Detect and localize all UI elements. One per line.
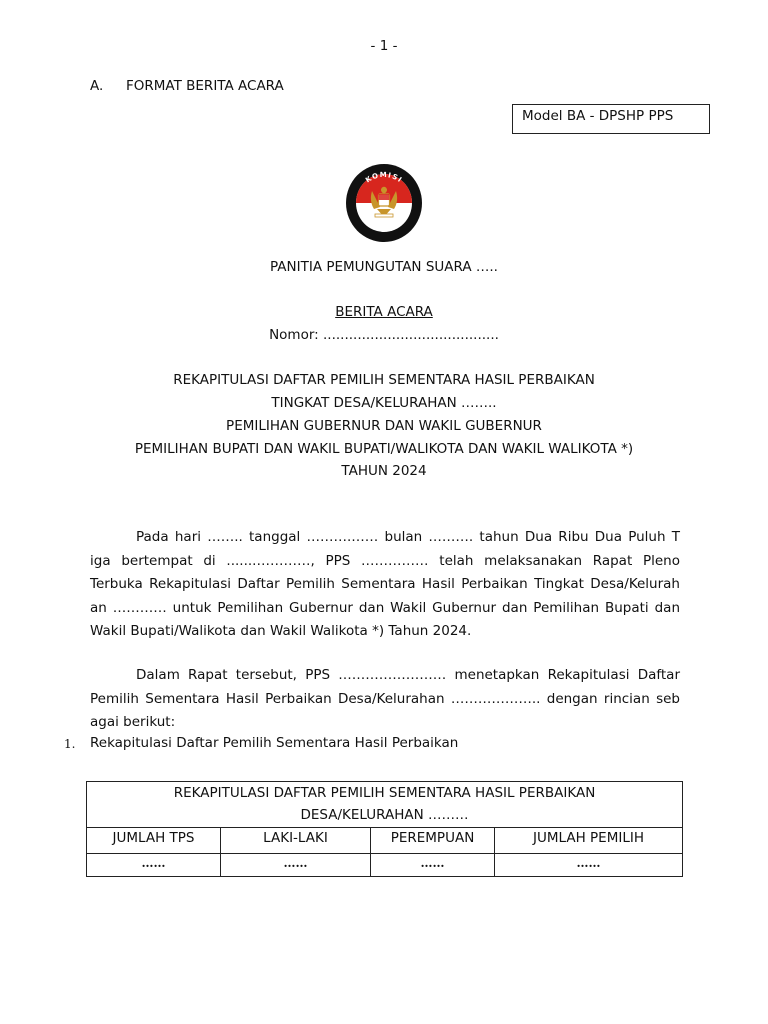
table-row bbox=[87, 854, 683, 877]
subject-line: PEMILIHAN GUBERNUR DAN WAKIL GUBERNUR bbox=[226, 418, 542, 434]
table-title-line: DESA/KELURAHAN ……… bbox=[300, 807, 469, 823]
table-header-cell: JUMLAH TPS bbox=[87, 828, 221, 854]
page-number: - 1 - bbox=[370, 38, 398, 54]
paragraph-line: Terbuka Rekapitulasi Daftar Pemilih Sementara Hasil Perbaikan Tingkat Desa/Kelurah bbox=[90, 576, 680, 592]
section-heading bbox=[90, 78, 284, 94]
list-item-text: Rekapitulasi Daftar Pemilih Sementara Hasil Perbaikan bbox=[90, 735, 459, 751]
section-title: FORMAT BERITA ACARA bbox=[126, 78, 284, 94]
recap-table bbox=[86, 781, 683, 877]
paragraph-line: Pemilih Sementara Hasil Perbaikan Desa/Kelurahan ……………….. dengan rincian seb bbox=[90, 690, 680, 707]
opening-paragraph bbox=[90, 526, 680, 644]
table-header-cell: JUMLAH PEMILIH bbox=[495, 828, 683, 854]
subject-line: TAHUN 2024 bbox=[341, 463, 427, 479]
paragraph-line: agai berikut: bbox=[90, 714, 176, 730]
paragraph-line: iga bertempat di .......…………, PPS …………… telah melaksanakan Rapat Pleno bbox=[90, 552, 680, 569]
committee-heading: PANITIA PEMUNGUTAN SUARA ….. bbox=[270, 259, 498, 275]
table-cell[interactable]: …… bbox=[371, 854, 495, 877]
subject-line: PEMILIHAN BUPATI DAN WAKIL BUPATI/WALIKOTA DAN WAKIL WALIKOTA *) bbox=[134, 441, 634, 457]
document-title-text: BERITA ACARA bbox=[335, 304, 433, 320]
logo-top-text: KOMISI bbox=[364, 170, 404, 185]
kpu-garuda-logo bbox=[344, 163, 424, 243]
table-header-cell: PEREMPUAN bbox=[371, 828, 495, 854]
section-letter: A. bbox=[90, 78, 104, 94]
list-item-number: 1. bbox=[64, 737, 76, 751]
table-cell[interactable]: …… bbox=[87, 854, 221, 877]
model-label-box: Model BA - DPSHP PPS bbox=[512, 104, 710, 134]
paragraph-line: Wakil Bupati/Walikota dan Wakil Walikota *) Tahun 2024. bbox=[90, 623, 472, 639]
meeting-paragraph bbox=[90, 664, 680, 735]
table-header-cell: LAKI-LAKI bbox=[221, 828, 371, 854]
document-title bbox=[0, 304, 768, 320]
paragraph-line: an ………… untuk Pemilihan Gubernur dan Wakil Gubernur dan Pemilihan Bupati dan bbox=[90, 599, 680, 616]
document-number: Nomor: ......................................... bbox=[269, 327, 499, 343]
table-title-line: REKAPITULASI DAFTAR PEMILIH SEMENTARA HASIL PERBAIKAN bbox=[173, 785, 596, 801]
kpu-logo-svg bbox=[344, 163, 424, 243]
subject-line: TINGKAT DESA/KELURAHAN …….. bbox=[271, 395, 497, 411]
subject-line: REKAPITULASI DAFTAR PEMILIH SEMENTARA HASIL PERBAIKAN bbox=[173, 372, 595, 388]
paragraph-line: Dalam Rapat tersebut, PPS …………………… menetapkan Rekapitulasi Daftar bbox=[136, 667, 680, 683]
table-cell[interactable]: …… bbox=[495, 854, 683, 877]
table-cell[interactable]: …… bbox=[221, 854, 371, 877]
paragraph-line: Pada hari …….. tanggal ……….…… bulan ………. tahun Dua Ribu Dua Puluh T bbox=[136, 529, 680, 545]
table-title-row bbox=[87, 782, 683, 828]
table-title bbox=[87, 782, 683, 828]
table-header-row bbox=[87, 828, 683, 854]
logo-side-text: PEMILIHAN UMUM bbox=[357, 210, 411, 231]
